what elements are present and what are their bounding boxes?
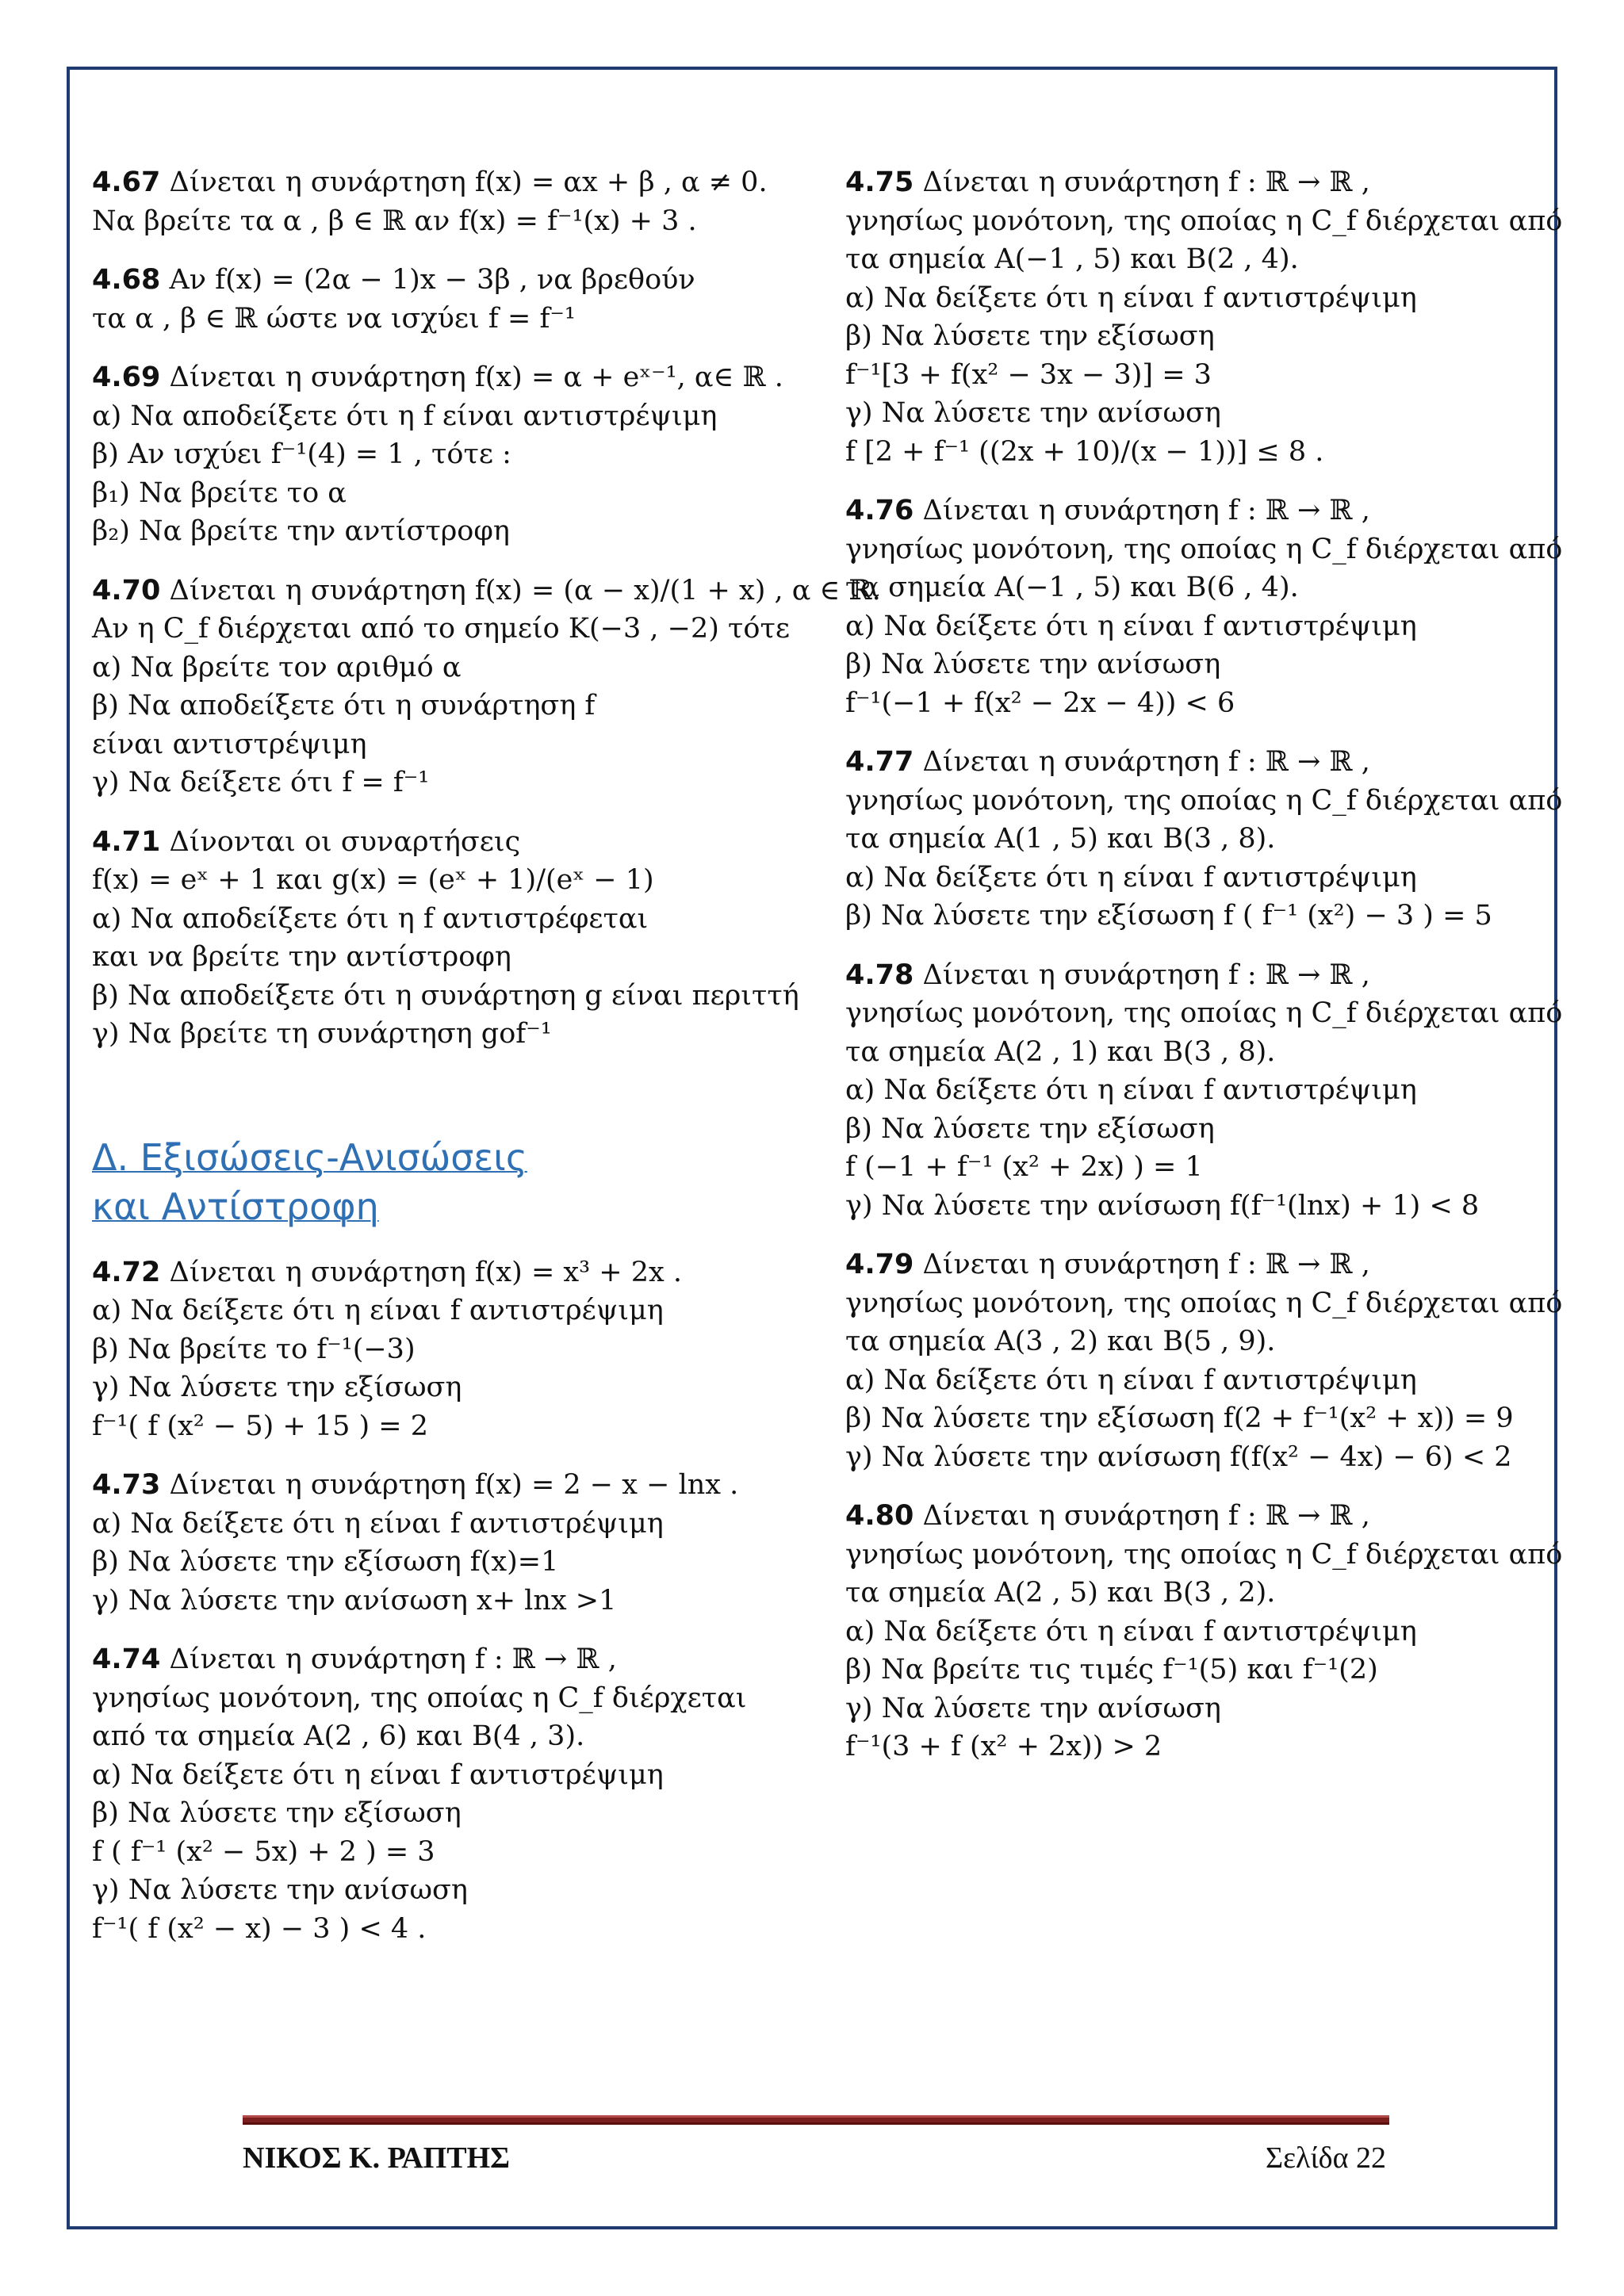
exercise-line xyxy=(92,977,822,1016)
exercise-text: β) Αν ισχύει f⁻¹(4) = 1 , τότε : xyxy=(92,438,511,470)
right-column xyxy=(845,163,1563,1787)
exercise-line xyxy=(92,1679,822,1718)
footer-rule xyxy=(243,2115,1389,2125)
exercise xyxy=(92,1640,822,1948)
exercise-line xyxy=(845,1651,1559,1689)
exercise-line xyxy=(845,1536,1563,1575)
exercise-line xyxy=(92,1871,822,1910)
exercise-line xyxy=(845,530,1563,569)
exercise-text: Δίνεται η συνάρτηση f : ℝ → ℝ , xyxy=(169,1644,617,1675)
exercise-line xyxy=(92,435,822,474)
exercise-text: είναι αντιστρέψιμη xyxy=(92,728,367,760)
exercise-text: α) Να δείξετε ότι η είναι f αντιστρέψιμη xyxy=(92,1507,664,1540)
exercise-number: 4.74 xyxy=(92,1644,161,1675)
right-exercises xyxy=(845,163,1563,1766)
exercise-text: f⁻¹[3 + f(x² − 3x − 3)] = 3 xyxy=(845,358,1212,391)
exercise-text: Δίνεται η συνάρτηση f : ℝ → ℝ , xyxy=(922,495,1370,526)
exercise-first-line xyxy=(845,492,1559,530)
exercise-line xyxy=(845,433,1559,472)
exercise-text: β₂) Να βρείτε την αντίστροφη xyxy=(92,515,510,547)
exercise-text: f [2 + f⁻¹ ((2x + 10)/(x − 1))] ≤ 8 . xyxy=(845,435,1324,468)
exercise-text: και να βρείτε την αντίστροφη xyxy=(92,941,511,973)
exercise-text: f (−1 + f⁻¹ (x² + 2x) ) = 1 xyxy=(845,1151,1203,1183)
exercise-line xyxy=(845,240,1559,279)
exercise-text: γνησίως μονότονη, της οποίας η C_f διέρχεται από xyxy=(845,1538,1563,1571)
exercise-line xyxy=(92,900,822,939)
exercise-text: Δίνεται η συνάρτηση f : ℝ → ℝ , xyxy=(922,959,1370,991)
exercise-text: β) Να λύσετε την ανίσωση xyxy=(845,649,1221,680)
exercise-text: α) Να δείξετε ότι η είναι f αντιστρέψιμη xyxy=(92,1758,664,1791)
exercise-line xyxy=(92,1292,822,1330)
exercise-text: γ) Να λύσετε την ανίσωση f(f⁻¹(lnx) + 1) < 8 xyxy=(845,1189,1480,1222)
exercise-line xyxy=(845,202,1563,241)
exercise-line xyxy=(845,1187,1559,1226)
exercise-line xyxy=(845,782,1563,821)
section-title-line2: και Αντίστροφη xyxy=(92,1184,379,1228)
exercise xyxy=(92,1466,822,1620)
exercise xyxy=(92,358,822,551)
exercise-text: Δίνεται η συνάρτηση f(x) = αx + β , α ≠ 0. xyxy=(169,166,768,198)
exercise-line xyxy=(845,1110,1559,1149)
exercise-line xyxy=(92,1582,822,1621)
exercise xyxy=(845,1497,1563,1766)
exercise-line xyxy=(845,1361,1559,1400)
exercise-line xyxy=(92,397,822,436)
exercise-text: f⁻¹( f (x² − x) − 3 ) < 4 . xyxy=(92,1912,427,1945)
exercise-text: τα σημεία Α(3 , 2) και Β(5 , 9). xyxy=(845,1326,1276,1357)
exercise-text: α) Να δείξετε ότι η είναι f αντιστρέψιμη xyxy=(845,610,1417,642)
exercise-first-line xyxy=(845,956,1559,995)
exercise-text: α) Να δείξετε ότι η είναι f αντιστρέψιμη xyxy=(845,1615,1417,1647)
exercise-number: 4.71 xyxy=(92,825,161,858)
exercise-line xyxy=(845,645,1559,684)
exercise-line xyxy=(92,1368,822,1407)
exercise-first-line xyxy=(92,358,822,397)
exercise-line xyxy=(845,684,1559,723)
exercise-text: τα α , β ∈ ℝ ώστε να ισχύει f = f⁻¹ xyxy=(92,302,576,335)
exercise-text: β) Να λύσετε την εξίσωση f(x)=1 xyxy=(92,1546,559,1578)
exercise-number: 4.75 xyxy=(845,166,914,198)
exercise-first-line xyxy=(845,1497,1559,1536)
exercise-line xyxy=(845,859,1559,897)
exercise-text: γ) Να δείξετε ότι f = f⁻¹ xyxy=(92,767,430,798)
exercise-line xyxy=(92,1910,822,1949)
exercise-text: Δίνεται η συνάρτηση f : ℝ → ℝ , xyxy=(922,1500,1370,1532)
exercise-number: 4.77 xyxy=(845,746,914,778)
exercise-number: 4.76 xyxy=(845,495,914,526)
exercise-line xyxy=(845,994,1563,1033)
exercise-line xyxy=(845,1284,1563,1323)
exercise-first-line xyxy=(845,1246,1559,1284)
exercise-text: α) Να δείξετε ότι η είναι f αντιστρέψιμη xyxy=(845,281,1417,314)
exercise xyxy=(92,163,822,240)
exercise-text: α) Να αποδείξετε ότι η f αντιστρέφεται xyxy=(92,902,649,935)
exercise xyxy=(92,1253,822,1446)
exercise-line xyxy=(845,1148,1559,1187)
exercise-text: Αν f(x) = (2α − 1)x − 3β , να βρεθούν xyxy=(169,264,695,296)
exercise-text: τα σημεία Α(1 , 5) και Β(3 , 8). xyxy=(845,823,1276,855)
exercise-text: γ) Να λύσετε την ανίσωση f(f(x² − 4x) − 6) < 2 xyxy=(845,1441,1512,1473)
exercise-text: τα σημεία Α(2 , 1) και Β(3 , 8). xyxy=(845,1035,1276,1068)
exercise-line xyxy=(92,1015,822,1054)
exercise-text: f(x) = eˣ + 1 και g(x) = (eˣ + 1)/(eˣ − 1) xyxy=(92,864,654,896)
exercise-line xyxy=(92,1407,822,1446)
exercise-line xyxy=(92,474,822,513)
exercise-line xyxy=(845,897,1559,936)
exercise-text: τα σημεία Α(2 , 5) και Β(3 , 2). xyxy=(845,1577,1276,1609)
exercise-number: 4.78 xyxy=(845,959,914,991)
exercise-line xyxy=(845,279,1559,318)
exercise-text: γ) Να λύσετε την ανίσωση xyxy=(845,397,1221,429)
exercise-line xyxy=(92,610,822,649)
exercise-line xyxy=(845,394,1559,433)
exercise-text: γνησίως μονότονη, της οποίας η C_f διέρχεται από xyxy=(845,997,1563,1029)
exercise-text: f⁻¹( f (x² − 5) + 15 ) = 2 xyxy=(92,1410,428,1442)
exercise-line xyxy=(92,1833,822,1872)
exercise-line xyxy=(845,1728,1559,1766)
exercise-line xyxy=(845,1613,1559,1651)
exercise-line xyxy=(92,938,822,977)
exercise-text: Δίνεται η συνάρτηση f : ℝ → ℝ , xyxy=(922,1249,1370,1280)
exercise-line xyxy=(92,300,822,339)
exercise-text: α) Να αποδείξετε ότι η f είναι αντιστρέψιμη xyxy=(92,400,718,432)
exercise-line xyxy=(92,1756,822,1795)
exercise-number: 4.80 xyxy=(845,1500,914,1532)
exercise-first-line xyxy=(92,163,822,202)
exercise-text: β) Να λύσετε την εξίσωση f ( f⁻¹ (x²) − 3 ) = 5 xyxy=(845,900,1492,932)
exercise-line xyxy=(845,568,1559,607)
exercise-text: γνησίως μονότονη, της οποίας η C_f διέρχεται από xyxy=(845,205,1563,237)
exercise-text: γνησίως μονότονη, της οποίας η C_f διέρχεται από xyxy=(845,784,1563,817)
exercise-line xyxy=(92,202,822,241)
exercise-line xyxy=(92,687,822,725)
exercise-text: γ) Να λύσετε την εξίσωση xyxy=(92,1372,462,1403)
exercise-text: Δίνεται η συνάρτηση f(x) = α + eˣ⁻¹, α∈ ℝ . xyxy=(169,362,783,393)
exercise-line xyxy=(845,1574,1559,1613)
exercise-text: γ) Να λύσετε την ανίσωση x+ lnx >1 xyxy=(92,1584,617,1617)
exercise-number: 4.72 xyxy=(92,1256,161,1288)
exercise-text: γνησίως μονότονη, της οποίας η C_f διέρχεται από xyxy=(845,533,1563,565)
exercise-first-line xyxy=(845,743,1559,782)
exercise xyxy=(845,956,1563,1226)
exercise-text: β) Να λύσετε την εξίσωση xyxy=(845,320,1215,352)
footer-author: ΝΙΚΟΣ Κ. ΡΑΠΤΗΣ xyxy=(243,2141,510,2175)
exercise-text: τα σημεία Α(−1 , 5) και Β(6 , 4). xyxy=(845,572,1299,603)
exercise-text: α) Να δείξετε ότι η είναι f αντιστρέψιμη xyxy=(845,1364,1417,1396)
exercise-text: γνησίως μονότονη, της οποίας η C_f διέρχεται xyxy=(92,1682,747,1714)
exercise-text: Δίνεται η συνάρτηση f(x) = (α − x)/(1 + x) , α ∈ ℝ. xyxy=(169,574,881,607)
exercise-number: 4.67 xyxy=(92,166,161,198)
exercise-text: β) Να λύσετε την εξίσωση f(2 + f⁻¹(x² + x)) = 9 xyxy=(845,1402,1514,1434)
exercise-first-line xyxy=(845,163,1559,202)
exercise-text: από τα σημεία Α(2 , 6) και Β(4 , 3). xyxy=(92,1720,585,1752)
exercise-text: Δίνεται η συνάρτηση f(x) = x³ + 2x . xyxy=(169,1256,683,1288)
exercise-text: α) Να βρείτε τον αριθμό α xyxy=(92,651,462,683)
exercise-line xyxy=(845,1071,1559,1110)
exercise-text: β) Να αποδείξετε ότι η συνάρτηση f xyxy=(92,690,596,721)
exercise-first-line xyxy=(92,572,881,610)
exercise-text: α) Να δείξετε ότι η είναι f αντιστρέψιμη xyxy=(845,861,1417,894)
left-exercises-2 xyxy=(92,1253,822,1949)
exercise-line xyxy=(92,1330,822,1369)
exercise-line xyxy=(92,763,822,802)
exercise-line xyxy=(845,356,1559,395)
exercise-text: β) Να βρείτε το f⁻¹(−3) xyxy=(92,1333,416,1365)
exercise-line xyxy=(92,649,822,687)
section-title-line1: Δ. Εξισώσεις-Ανισώσεις xyxy=(92,1135,527,1179)
exercise-first-line xyxy=(92,261,822,300)
exercise-line xyxy=(845,317,1559,356)
exercise-number: 4.70 xyxy=(92,574,161,607)
exercise-text: f ( f⁻¹ (x² − 5x) + 2 ) = 3 xyxy=(92,1835,435,1868)
exercise-line xyxy=(92,725,822,764)
exercise-text: β) Να λύσετε την εξίσωση xyxy=(92,1797,462,1829)
exercise-text: γ) Να λύσετε την ανίσωση xyxy=(845,1692,1221,1724)
exercise-line xyxy=(92,861,822,900)
exercise-text: f⁻¹(−1 + f(x² − 2x − 4)) < 6 xyxy=(845,687,1235,719)
exercise-text: Δίνεται η συνάρτηση f(x) = 2 − x − lnx . xyxy=(169,1469,739,1501)
exercise-first-line xyxy=(92,1466,822,1505)
exercise-text: Δίνονται οι συναρτήσεις xyxy=(169,825,521,858)
exercise-number: 4.73 xyxy=(92,1469,161,1501)
exercise-first-line xyxy=(92,1640,822,1679)
exercise-line xyxy=(845,820,1559,859)
exercise-line xyxy=(92,1717,822,1756)
footer-page-number: Σελίδα 22 xyxy=(1265,2141,1386,2175)
section-title xyxy=(92,1133,822,1231)
exercise-first-line xyxy=(92,823,822,862)
exercise-line xyxy=(845,607,1559,646)
exercise xyxy=(845,163,1563,471)
exercise-text: Δίνεται η συνάρτηση f : ℝ → ℝ , xyxy=(922,746,1370,778)
exercise-text: γ) Να βρείτε τη συνάρτηση gof⁻¹ xyxy=(92,1018,552,1050)
exercise-line xyxy=(845,1033,1559,1072)
exercise-text: β) Να αποδείξετε ότι η συνάρτηση g είναι περιττή xyxy=(92,979,799,1012)
exercise xyxy=(845,492,1563,722)
exercise-line xyxy=(845,1689,1559,1728)
exercise-number: 4.79 xyxy=(845,1249,914,1280)
exercise-text: τα σημεία Α(−1 , 5) και Β(2 , 4). xyxy=(845,243,1299,275)
exercise xyxy=(92,823,822,1054)
exercise-first-line xyxy=(92,1253,822,1292)
exercise-text: α) Να δείξετε ότι η είναι f αντιστρέψιμη xyxy=(845,1074,1417,1106)
exercise-line xyxy=(92,1543,822,1582)
exercise-number: 4.68 xyxy=(92,264,161,296)
exercise-line xyxy=(92,512,822,551)
exercise xyxy=(845,743,1563,936)
exercise-line xyxy=(92,1505,822,1544)
exercise xyxy=(845,1246,1563,1476)
exercise-text: Αν η C_f διέρχεται από το σημείο Κ(−3 , −2) τότε xyxy=(92,613,790,645)
exercise-text: Να βρείτε τα α , β ∈ ℝ αν f(x) = f⁻¹(x) + 3 . xyxy=(92,205,697,237)
exercise xyxy=(92,261,822,338)
exercise-text: β) Να βρείτε τις τιμές f⁻¹(5) και f⁻¹(2) xyxy=(845,1654,1378,1686)
exercise-text: Δίνεται η συνάρτηση f : ℝ → ℝ , xyxy=(922,166,1370,198)
exercise-line xyxy=(845,1322,1559,1361)
exercise-text: γ) Να λύσετε την ανίσωση xyxy=(92,1874,468,1906)
exercise-line xyxy=(845,1438,1559,1477)
exercise-line xyxy=(845,1399,1559,1438)
exercise-text: α) Να δείξετε ότι η είναι f αντιστρέψιμη xyxy=(92,1295,664,1326)
exercise-line xyxy=(92,1794,822,1833)
exercise-text: γνησίως μονότονη, της οποίας η C_f διέρχεται από xyxy=(845,1287,1563,1319)
exercise-number: 4.69 xyxy=(92,362,161,393)
exercise-text: β₁) Να βρείτε το α xyxy=(92,476,347,509)
exercise-text: β) Να λύσετε την εξίσωση xyxy=(845,1112,1215,1145)
exercise-text: f⁻¹(3 + f (x² + 2x)) > 2 xyxy=(845,1731,1162,1762)
